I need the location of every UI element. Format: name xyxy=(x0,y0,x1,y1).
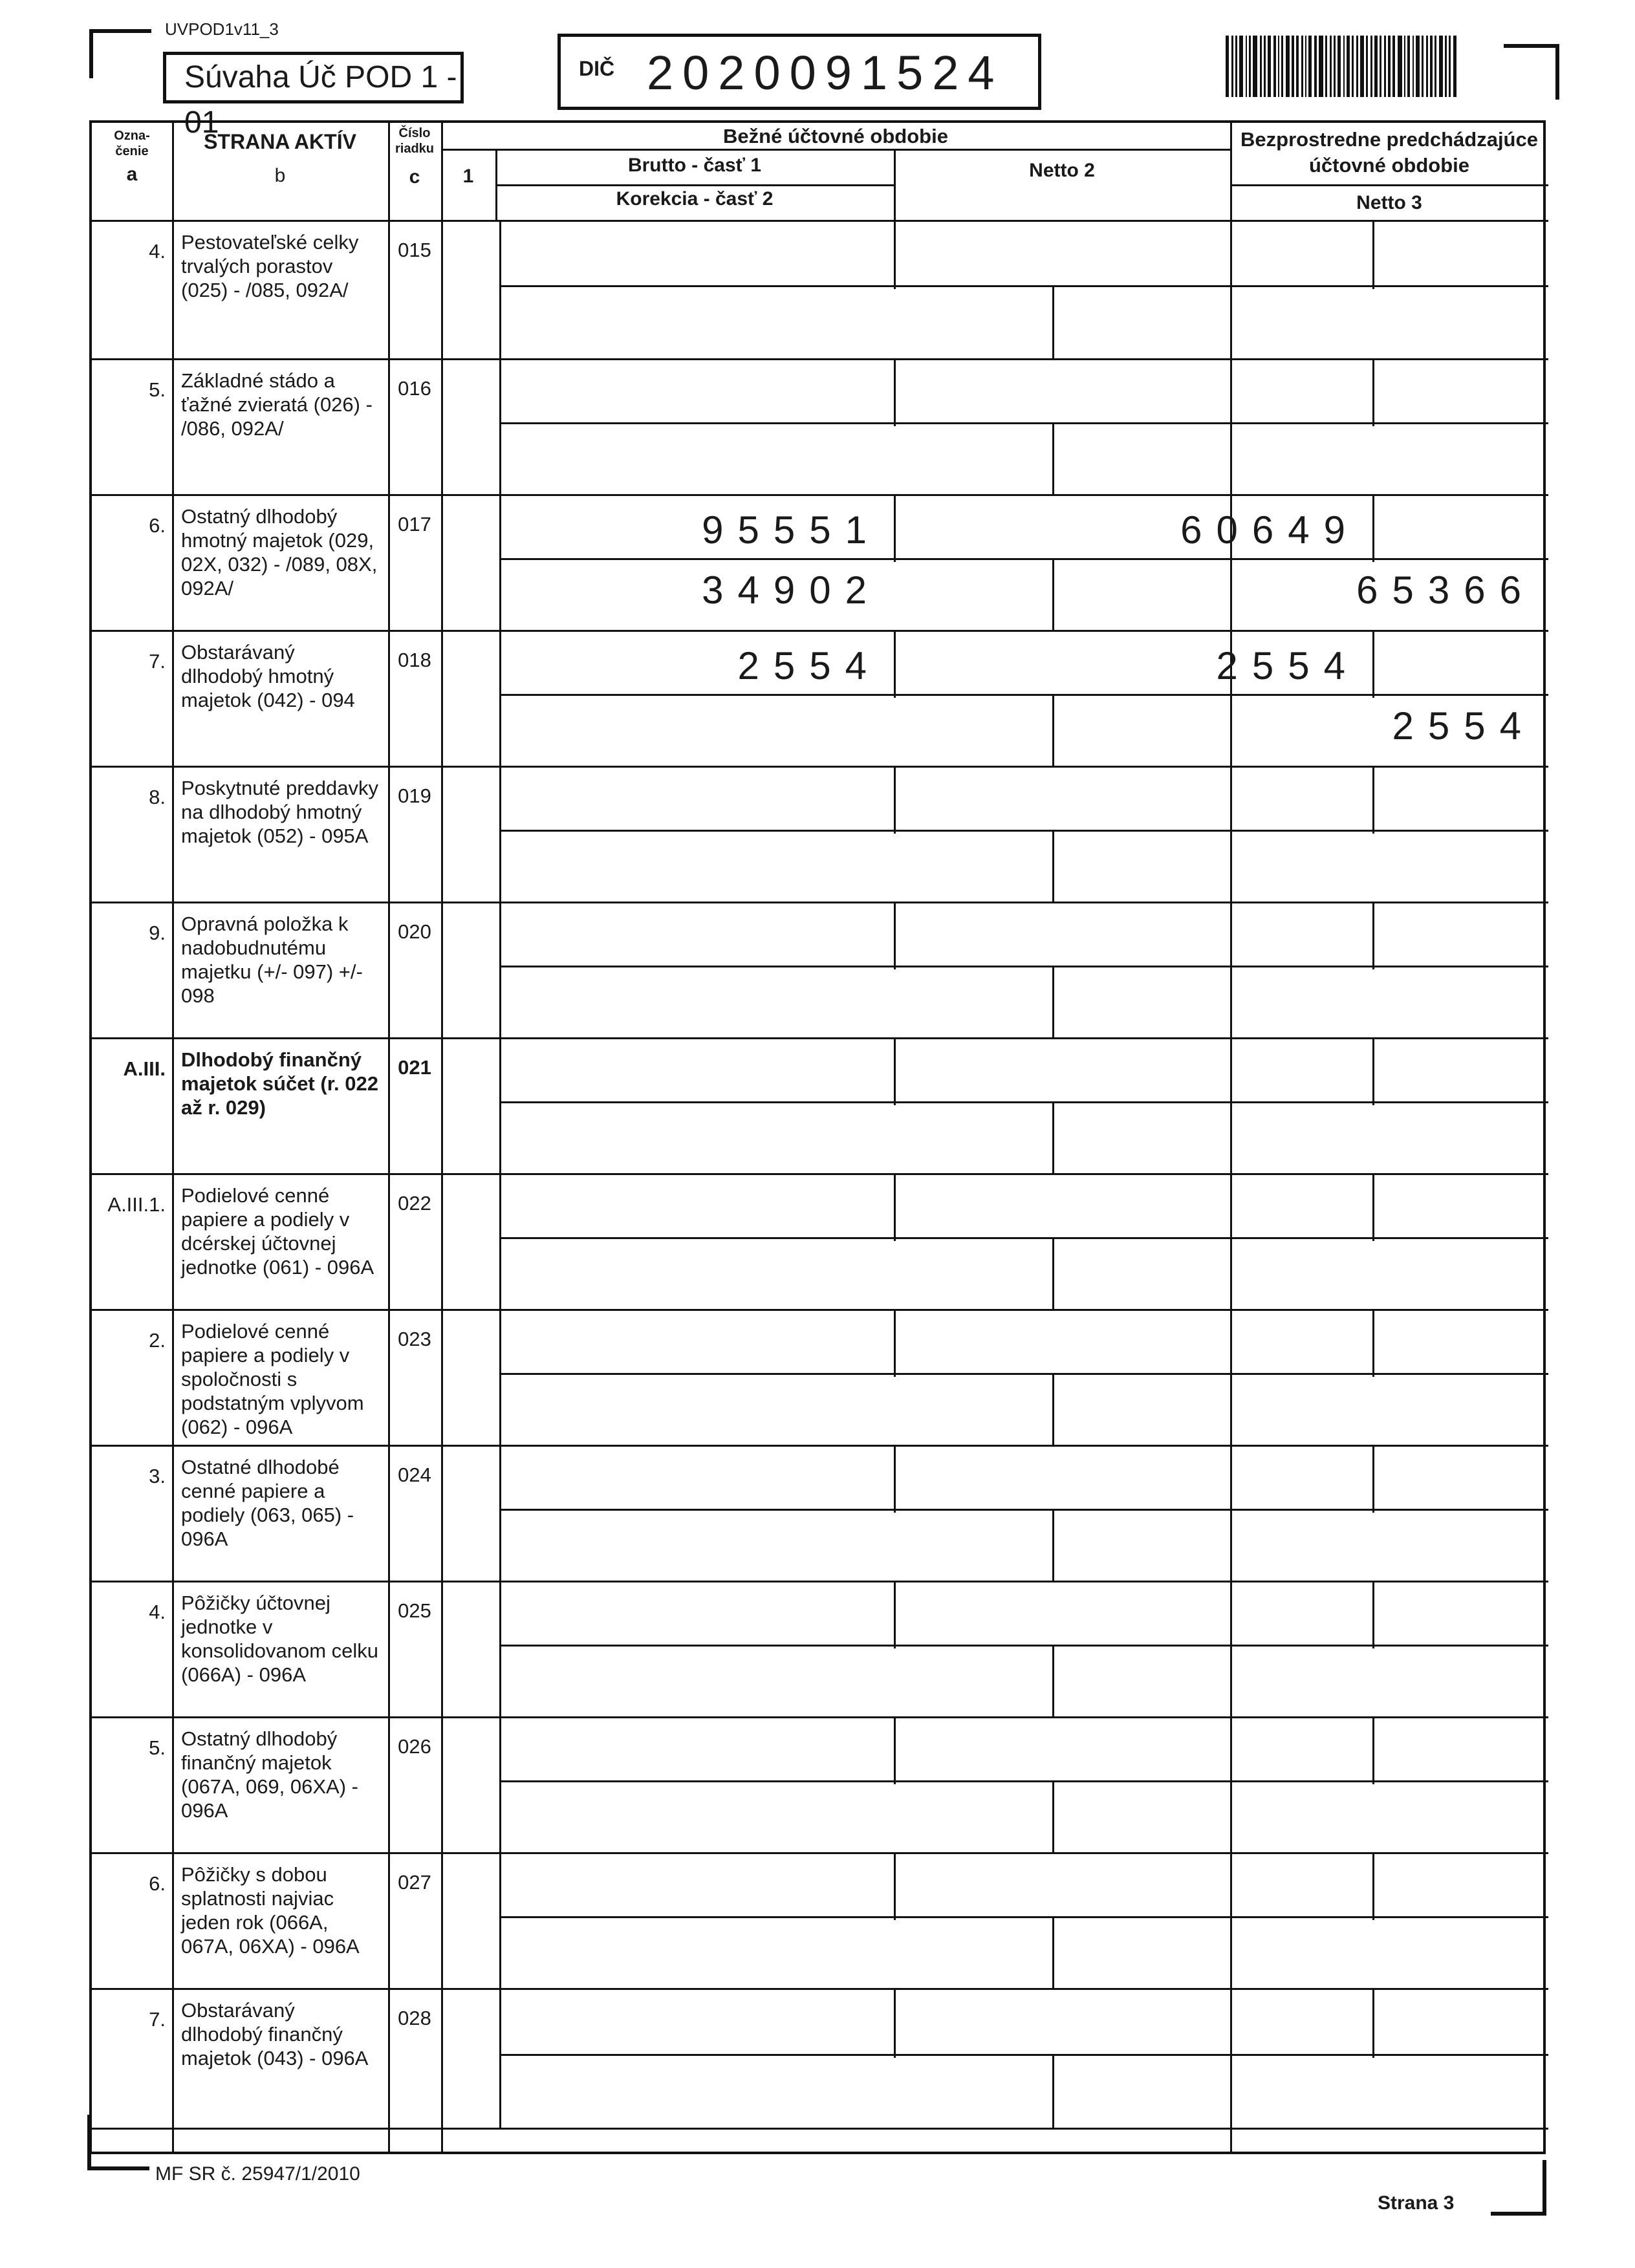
row-027-v3 xyxy=(1052,1916,1054,1988)
row-025-mid-h xyxy=(499,1645,1548,1647)
barcode-bar xyxy=(1273,36,1276,97)
row-022-bottom xyxy=(92,1309,1548,1311)
col-line-prev xyxy=(1230,123,1232,2154)
row-015-number: 015 xyxy=(398,239,431,261)
row-020-v2 xyxy=(1372,902,1374,969)
row-022-v2 xyxy=(1372,1173,1374,1241)
barcode-bar xyxy=(1407,36,1410,97)
row-022-number: 022 xyxy=(398,1192,431,1215)
row-028-v2 xyxy=(1372,1988,1374,2058)
barcode-bar xyxy=(1314,36,1317,97)
row-019-oznacenie: 8. xyxy=(149,786,166,808)
row-020-oznacenie: 9. xyxy=(149,922,166,944)
col-line-a xyxy=(172,123,174,2154)
row-019-number: 019 xyxy=(398,784,431,807)
row-015-bottom xyxy=(92,358,1548,360)
barcode-bar xyxy=(1352,36,1354,97)
barcode-bar xyxy=(1235,36,1238,97)
header-col-1: 1 xyxy=(462,166,474,187)
row-017-netto: 60649 xyxy=(1180,508,1359,552)
row-027-description: Pôžičky s dobou splatnosti najviac jeden rok (066A, 067A, 06XA) - 096A xyxy=(181,1863,360,1958)
row-018-brutto: 2554 xyxy=(737,644,881,687)
row-028-bottom xyxy=(92,2128,1548,2130)
row-024-bottom xyxy=(92,1581,1548,1582)
barcode-bar xyxy=(1392,36,1395,97)
row-020-description: Opravná položka k nadobudnutému majetku (+/- 097) +/- 098 xyxy=(181,913,363,1007)
header-korekcia: Korekcia - časť 2 xyxy=(616,188,774,210)
row-026-v3 xyxy=(1052,1780,1054,1852)
row-021-valleft xyxy=(499,1037,501,1173)
row-015-valleft xyxy=(499,220,501,358)
row-019-valleft xyxy=(499,766,501,902)
header-col-b: b xyxy=(274,165,286,186)
barcode-bar xyxy=(1268,36,1271,97)
row-027-valleft xyxy=(499,1852,501,1988)
row-018-description: Obstarávaný dlhodobý hmotný majetok (042) - 094 xyxy=(181,641,355,711)
form-title: Súvaha Úč POD 1 - 01 xyxy=(163,52,464,103)
barcode-bar xyxy=(1253,36,1257,97)
row-028-description: Obstarávaný dlhodobý finančný majetok (043) - 096A xyxy=(181,1999,369,2069)
page-number: Strana 3 xyxy=(1378,2192,1455,2214)
row-028-valleft xyxy=(499,1988,501,2128)
barcode-bar xyxy=(1356,36,1358,97)
barcode-bar xyxy=(1370,36,1373,97)
row-016-description: Základné stádo a ťažné zvieratá (026) - /086, 092A/ xyxy=(181,369,373,440)
row-016-oznacenie: 5. xyxy=(149,378,166,401)
barcode-bar xyxy=(1416,36,1419,97)
row-024-v1 xyxy=(894,1445,896,1513)
row-015-mid-h xyxy=(499,285,1548,287)
barcode-bar xyxy=(1388,36,1391,97)
barcode-bar xyxy=(1278,36,1280,97)
barcode-bar xyxy=(1226,36,1229,97)
barcode-bar xyxy=(1325,36,1327,97)
row-021-oznacenie: A.III. xyxy=(123,1057,166,1080)
row-026-v2 xyxy=(1372,1716,1374,1784)
barcode-bar xyxy=(1249,36,1251,97)
header-netto-3: Netto 3 xyxy=(1356,192,1422,213)
row-022-valleft xyxy=(499,1173,501,1309)
header-mid-h xyxy=(441,149,1230,151)
row-017-number: 017 xyxy=(398,513,431,535)
header-bottom xyxy=(92,220,1548,222)
header-mid-h2 xyxy=(495,184,894,186)
barcode-bar xyxy=(1374,36,1378,97)
header-bezne-obdobie: Bežné účtovné obdobie xyxy=(723,125,948,147)
row-027-bottom xyxy=(92,1988,1548,1990)
row-020-v3 xyxy=(1052,966,1054,1037)
row-023-v3 xyxy=(1052,1373,1054,1445)
row-023-v1 xyxy=(894,1309,896,1377)
row-017-prev: 65366 xyxy=(1356,568,1535,612)
row-023-valleft xyxy=(499,1309,501,1445)
row-024-oznacenie: 3. xyxy=(149,1465,166,1487)
row-026-mid-h xyxy=(499,1780,1548,1782)
barcode-bar xyxy=(1246,36,1248,97)
row-015-oznacenie: 4. xyxy=(149,240,166,263)
row-025-number: 025 xyxy=(398,1599,431,1622)
barcode-bar xyxy=(1445,36,1447,97)
row-017-bottom xyxy=(92,630,1548,632)
barcode-bar xyxy=(1260,36,1262,97)
barcode-bar xyxy=(1426,36,1428,97)
row-017-brutto: 95551 xyxy=(702,508,881,552)
barcode-bar xyxy=(1380,36,1381,97)
row-016-mid-h xyxy=(499,422,1548,424)
row-021-v3 xyxy=(1052,1101,1054,1173)
barcode-bar xyxy=(1347,36,1349,97)
barcode-bar xyxy=(1286,36,1290,97)
row-025-v3 xyxy=(1052,1645,1054,1716)
row-016-v3 xyxy=(1052,422,1054,494)
barcode-bar xyxy=(1264,36,1266,97)
row-028-mid-h xyxy=(499,2054,1548,2056)
header-col-c: c xyxy=(409,166,420,188)
barcode-bar xyxy=(1281,36,1283,97)
row-023-bottom xyxy=(92,1445,1548,1447)
row-016-v1 xyxy=(894,358,896,426)
row-017-korekcia: 34902 xyxy=(702,568,881,612)
row-026-oznacenie: 5. xyxy=(149,1736,166,1759)
row-020-number: 020 xyxy=(398,920,431,943)
row-024-v3 xyxy=(1052,1509,1054,1581)
barcode-bar xyxy=(1398,36,1402,97)
barcode-bar xyxy=(1305,36,1307,97)
row-025-oznacenie: 4. xyxy=(149,1601,166,1623)
row-019-mid-h xyxy=(499,830,1548,832)
row-022-description: Podielové cenné papiere a podiely v dcérskej účtovnej jednotke (061) - 096A xyxy=(181,1184,374,1279)
row-021-number: 021 xyxy=(398,1056,431,1079)
row-027-number: 027 xyxy=(398,1871,431,1894)
barcode-bar xyxy=(1413,36,1414,97)
row-022-oznacenie: A.III.1. xyxy=(107,1193,166,1216)
row-024-v2 xyxy=(1372,1445,1374,1513)
row-022-mid-h xyxy=(499,1237,1548,1239)
row-026-number: 026 xyxy=(398,1735,431,1758)
row-021-v1 xyxy=(894,1037,896,1105)
row-015-description: Pestovateľské celky trvalých porastov (025) - /085, 092A/ xyxy=(181,231,359,301)
row-028-number: 028 xyxy=(398,2007,431,2029)
form-grid xyxy=(89,120,1546,2154)
dic-value: 2020091524 xyxy=(647,46,1004,100)
header-col-a: a xyxy=(126,164,138,185)
row-023-oznacenie: 2. xyxy=(149,1329,166,1352)
col-line-c xyxy=(441,123,443,2154)
row-015-v2 xyxy=(1372,220,1374,289)
row-016-valleft xyxy=(499,358,501,494)
row-017-description: Ostatný dlhodobý hmotný majetok (029, 02X, 032) - /089, 08X, 092A/ xyxy=(181,505,378,599)
barcode-bar xyxy=(1435,36,1436,97)
row-027-mid-h xyxy=(499,1916,1548,1918)
row-027-v1 xyxy=(894,1852,896,1920)
row-027-oznacenie: 6. xyxy=(149,1872,166,1895)
row-028-v3 xyxy=(1052,2054,1054,2128)
barcode-bar xyxy=(1384,36,1386,97)
row-015-v3 xyxy=(1052,285,1054,358)
row-021-bottom xyxy=(92,1173,1548,1175)
row-021-description: Dlhodobý finančný majetok súčet (r. 022 až r. 029) xyxy=(181,1048,378,1119)
footer-code: MF SR č. 25947/1/2010 xyxy=(155,2163,360,2185)
barcode-bar xyxy=(1337,36,1341,97)
row-026-description: Ostatný dlhodobý finančný majetok (067A, 069, 06XA) - 096A xyxy=(181,1727,358,1822)
header-oznacenie: Ozna- čenie xyxy=(114,129,150,158)
row-025-v2 xyxy=(1372,1581,1374,1648)
header-brutto: Brutto - časť 1 xyxy=(627,155,762,176)
barcode-bar xyxy=(1360,36,1364,97)
barcode-bar xyxy=(1439,36,1443,97)
row-017-v2 xyxy=(1372,494,1374,562)
barcode-bar xyxy=(1449,36,1451,97)
corner-mark-top-right xyxy=(1504,44,1559,100)
row-023-description: Podielové cenné papiere a podiely v spoločnosti s podstatným vplyvom (062) - 096A xyxy=(181,1320,364,1438)
row-028-oznacenie: 7. xyxy=(149,2008,166,2031)
dic-label: DIČ xyxy=(579,57,615,80)
row-026-bottom xyxy=(92,1852,1548,1854)
row-027-v2 xyxy=(1372,1852,1374,1920)
barcode-bar xyxy=(1334,36,1336,97)
row-016-number: 016 xyxy=(398,377,431,400)
row-023-number: 023 xyxy=(398,1328,431,1350)
row-018-oznacenie: 7. xyxy=(149,650,166,673)
row-019-v3 xyxy=(1052,830,1054,902)
header-netto: Netto 2 xyxy=(1029,160,1095,181)
row-017-mid-h xyxy=(499,558,1548,560)
row-025-v1 xyxy=(894,1581,896,1648)
barcode xyxy=(1226,36,1458,97)
barcode-bar xyxy=(1366,36,1368,97)
barcode-bar xyxy=(1296,36,1299,97)
row-018-bottom xyxy=(92,766,1548,768)
form-code: UVPOD1v11_3 xyxy=(165,19,279,39)
barcode-bar xyxy=(1453,36,1456,97)
barcode-bar xyxy=(1343,36,1345,97)
barcode-bar xyxy=(1319,36,1323,97)
header-strana-aktiv: STRANA AKTÍV xyxy=(204,130,356,153)
row-021-mid-h xyxy=(499,1101,1548,1103)
barcode-bar xyxy=(1231,36,1233,97)
row-023-mid-h xyxy=(499,1373,1548,1375)
row-020-bottom xyxy=(92,1037,1548,1039)
header-prev-h xyxy=(1230,184,1548,186)
row-022-v1 xyxy=(894,1173,896,1241)
row-026-valleft xyxy=(499,1716,501,1852)
row-018-number: 018 xyxy=(398,649,431,671)
row-017-oznacenie: 6. xyxy=(149,514,166,537)
row-020-v1 xyxy=(894,902,896,969)
barcode-bar xyxy=(1239,36,1242,97)
row-018-netto: 2554 xyxy=(1216,644,1359,687)
row-019-description: Poskytnuté preddavky na dlhodobý hmotný majetok (052) - 095A xyxy=(181,777,379,847)
corner-mark-top-left xyxy=(89,29,151,78)
barcode-bar xyxy=(1404,36,1406,97)
row-026-v1 xyxy=(894,1716,896,1784)
barcode-bar xyxy=(1301,36,1303,97)
corner-mark-bottom-right xyxy=(1491,2160,1546,2216)
barcode-bar xyxy=(1292,36,1294,97)
row-020-valleft xyxy=(499,902,501,1037)
row-024-mid-h xyxy=(499,1509,1548,1511)
row-015-v1 xyxy=(894,220,896,289)
row-019-bottom xyxy=(92,902,1548,903)
row-018-mid-h xyxy=(499,694,1548,696)
row-018-prev: 2554 xyxy=(1392,704,1535,748)
row-024-number: 024 xyxy=(398,1463,431,1486)
row-024-description: Ostatné dlhodobé cenné papiere a podiely (063, 065) - 096A xyxy=(181,1456,354,1550)
header-predchadzajuce: Bezprostredne predchádzajúce účtovné obdobie xyxy=(1240,128,1538,177)
row-025-description: Pôžičky účtovnej jednotke v konsolidovanom celku (066A) - 096A xyxy=(181,1592,379,1686)
row-019-v2 xyxy=(1372,766,1374,834)
row-024-valleft xyxy=(499,1445,501,1581)
barcode-bar xyxy=(1308,36,1312,97)
row-028-v1 xyxy=(894,1988,896,2058)
row-020-mid-h xyxy=(499,966,1548,967)
col-line-b xyxy=(388,123,390,2154)
row-025-bottom xyxy=(92,1716,1548,1718)
row-016-bottom xyxy=(92,494,1548,496)
header-cislo-riadku: Číslo riadku xyxy=(395,126,435,156)
row-016-v2 xyxy=(1372,358,1374,426)
row-022-v3 xyxy=(1052,1237,1054,1309)
row-018-v2 xyxy=(1372,630,1374,698)
row-025-valleft xyxy=(499,1581,501,1716)
barcode-bar xyxy=(1330,36,1332,97)
barcode-bar xyxy=(1422,36,1424,97)
row-023-v2 xyxy=(1372,1309,1374,1377)
row-021-v2 xyxy=(1372,1037,1374,1105)
barcode-bar xyxy=(1430,36,1433,97)
row-019-v1 xyxy=(894,766,896,834)
